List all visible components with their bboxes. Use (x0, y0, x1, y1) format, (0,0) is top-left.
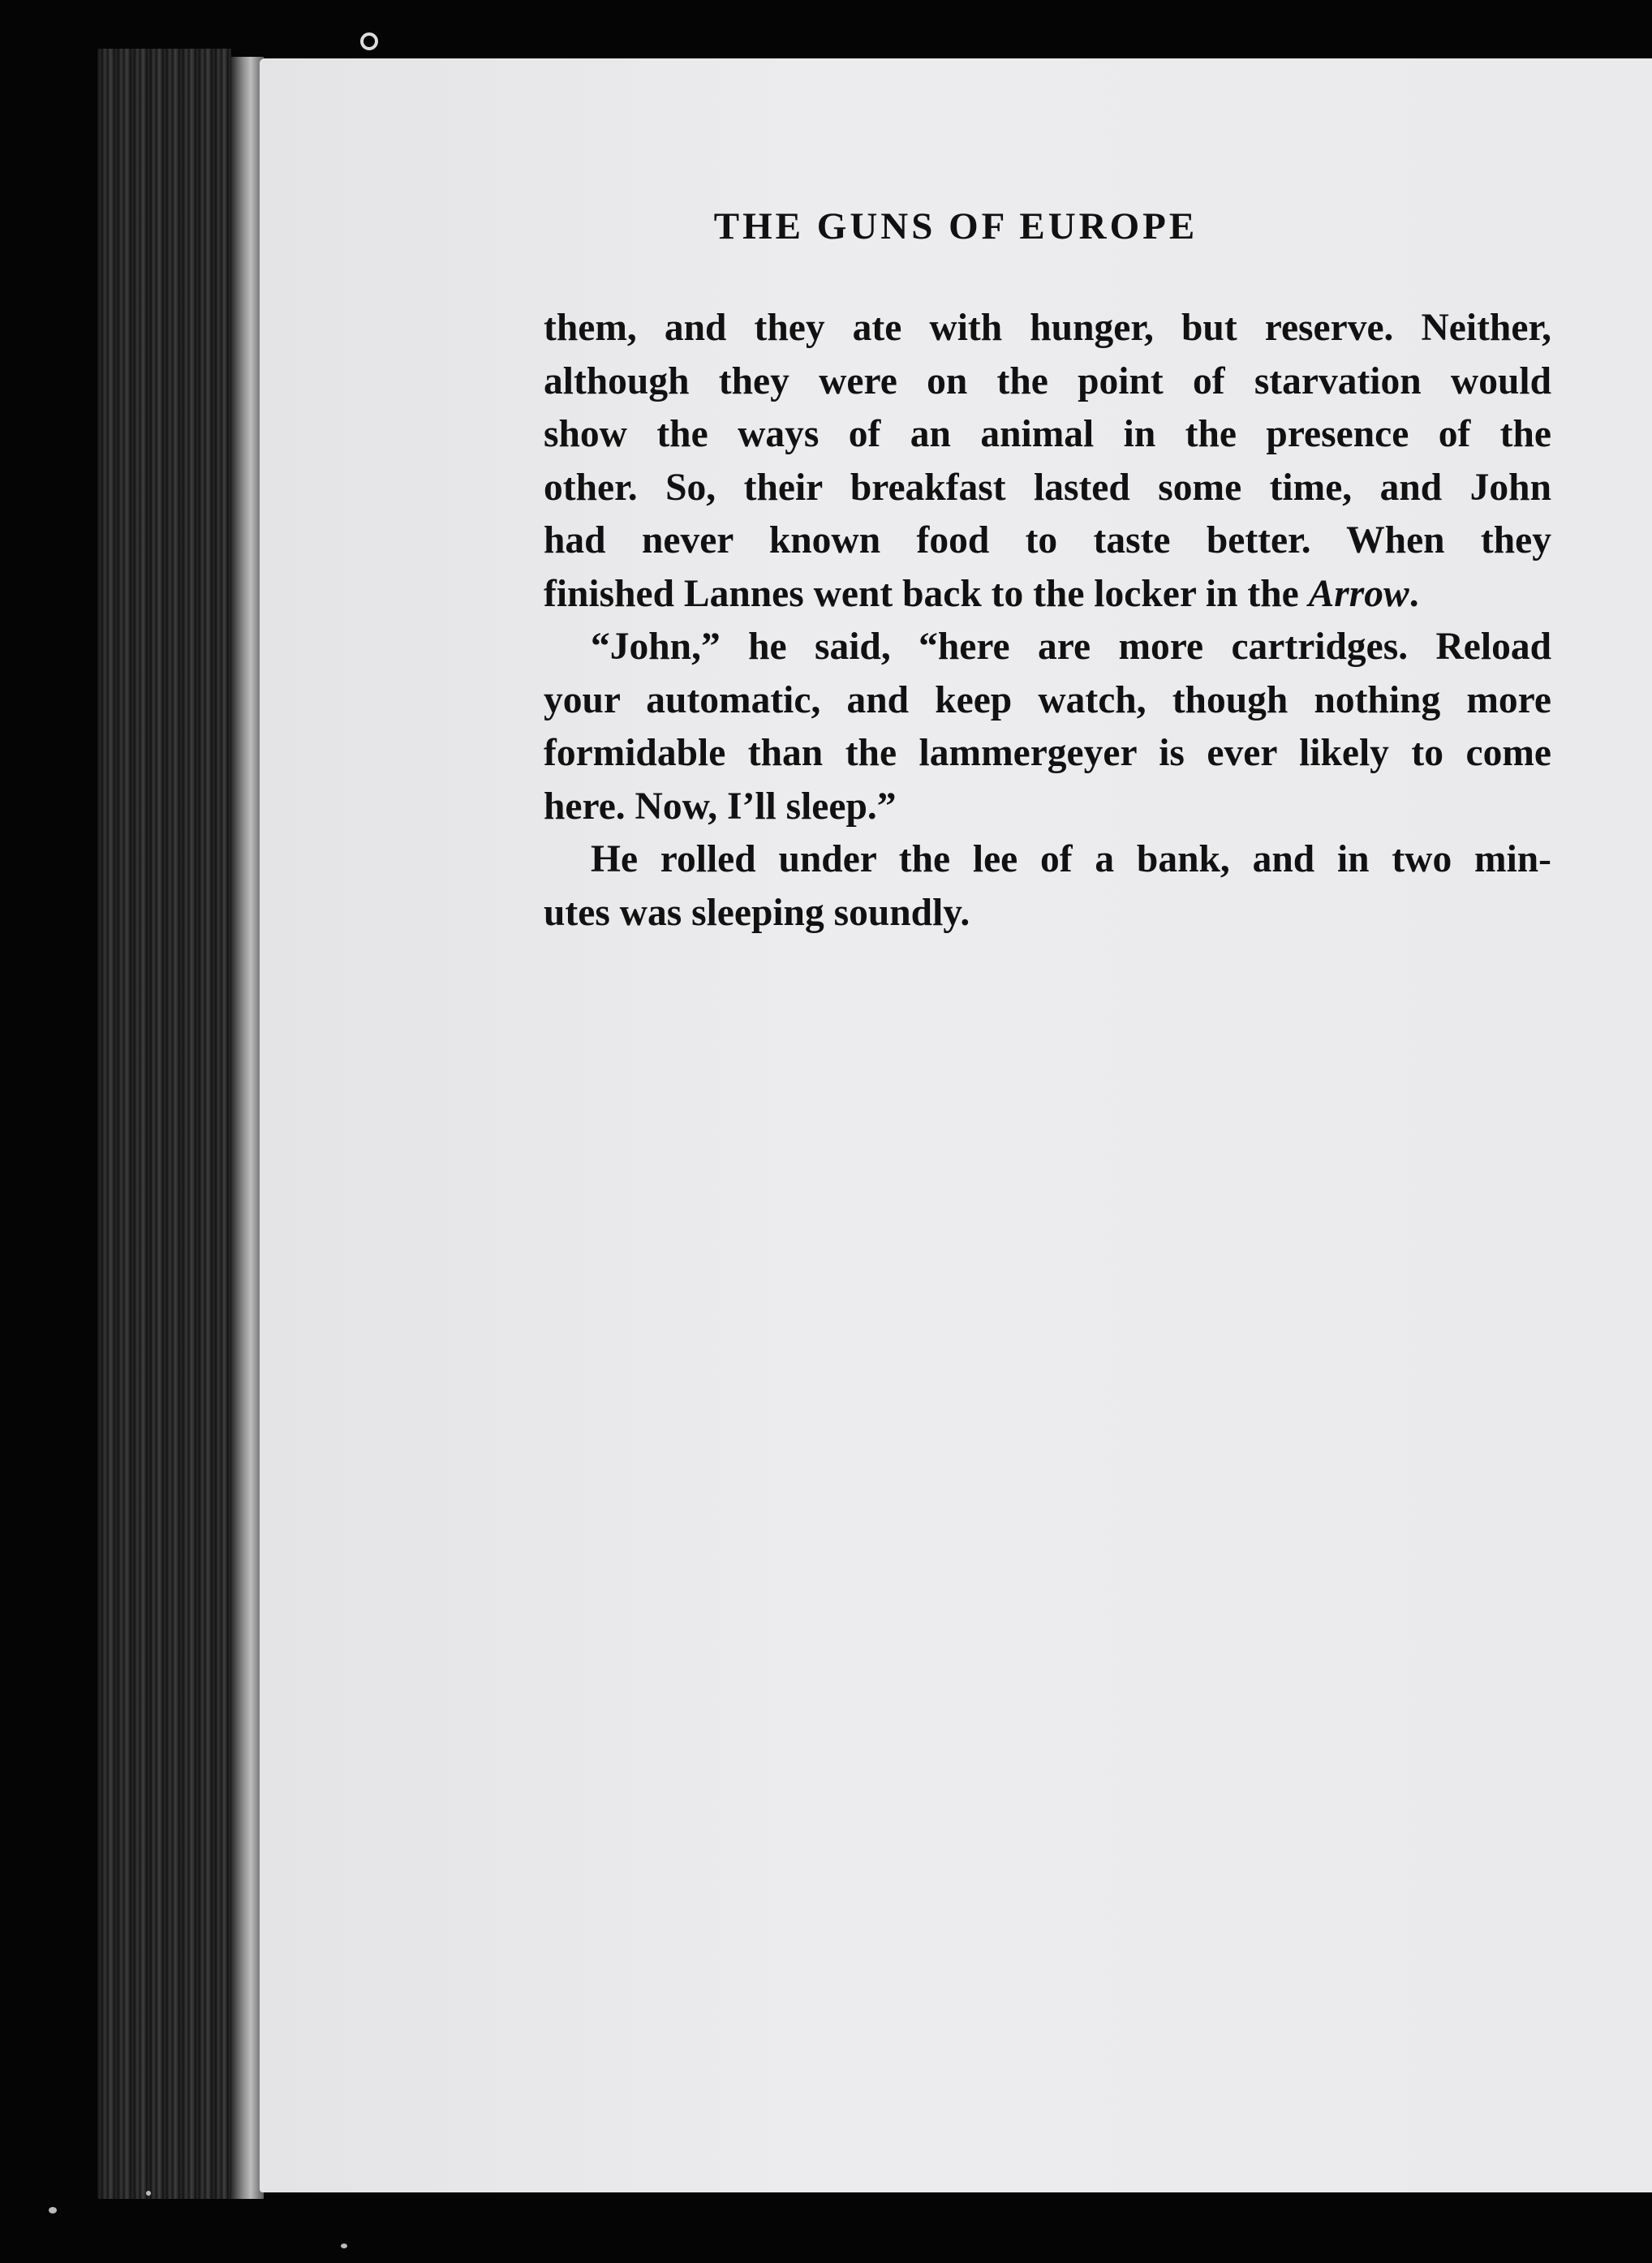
text-line: although they were on the point of starvation would (544, 359, 1551, 402)
text-line: here. Now, I’ll sleep.” (544, 785, 897, 828)
text-line: had never known food to taste better. When they (544, 519, 1551, 561)
text-line: other. So, their breakfast lasted some time, and John (544, 466, 1551, 509)
text-segment: finished Lannes went back to the locker in the (544, 572, 1309, 615)
text-line: your automatic, and keep watch, though nothing more (544, 678, 1551, 721)
running-header: THE GUNS OF EUROPE (713, 205, 1198, 247)
page-gutter (231, 57, 264, 2199)
body-text (544, 302, 1551, 940)
dust-speck (146, 2191, 151, 2196)
text-line: show the ways of an animal in the presence of the (544, 413, 1551, 455)
dust-speck (341, 2244, 347, 2248)
punch-hole-mark (360, 32, 378, 50)
text-line: formidable than the lammergeyer is ever likely to come (544, 732, 1551, 774)
text-line: them, and they ate with hunger, but reserve. Neither, (544, 307, 1551, 349)
text-line: utes was sleeping soundly. (544, 891, 970, 934)
ship-name-italic: Arrow (1308, 572, 1409, 615)
text-line: “John,” he said, “here are more cartridges. Reload (591, 626, 1551, 668)
dust-speck (49, 2207, 57, 2214)
text-line: He rolled under the lee of a bank, and in two min- (591, 838, 1551, 880)
text-segment: . (1409, 572, 1419, 615)
book-binding (97, 49, 231, 2199)
text-line (544, 568, 1551, 622)
